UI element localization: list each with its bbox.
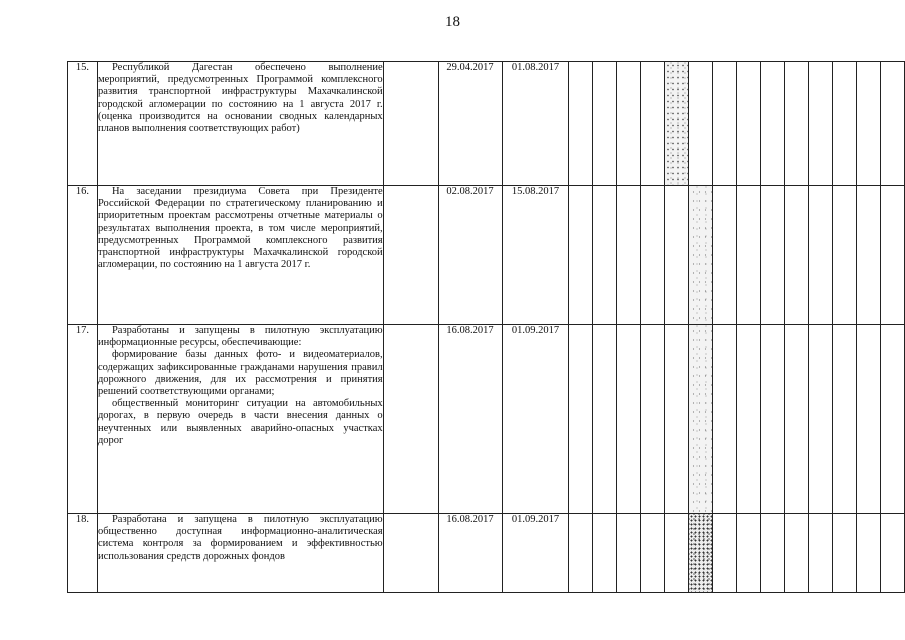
end-date: 15.08.2017 bbox=[502, 186, 569, 325]
timeline-cell bbox=[641, 186, 665, 325]
timeline-cell bbox=[880, 62, 904, 186]
timeline-cell bbox=[832, 325, 856, 514]
timeline-cell bbox=[737, 325, 761, 514]
responsible-cell bbox=[383, 186, 438, 325]
description-paragraph: Разработаны и запущены в пилотную эксплуатацию информационные ресурсы, обеспечивающие: bbox=[97, 325, 383, 349]
timeline-cell bbox=[809, 514, 833, 593]
timeline-cell bbox=[832, 62, 856, 186]
schedule-table bbox=[67, 61, 905, 593]
timeline-cell bbox=[617, 325, 641, 514]
event-description bbox=[97, 325, 383, 514]
event-description bbox=[97, 514, 383, 593]
timeline-cell-shaded bbox=[689, 186, 713, 325]
timeline-cell bbox=[856, 186, 880, 325]
timeline-cell bbox=[617, 186, 641, 325]
timeline-cell-shaded bbox=[665, 62, 689, 186]
table-row bbox=[68, 186, 905, 325]
end-date: 01.09.2017 bbox=[502, 325, 569, 514]
timeline-cell bbox=[569, 62, 593, 186]
timeline-cell bbox=[809, 325, 833, 514]
description-paragraph: Республикой Дагестан обеспечено выполнение мероприятий, предусмотренных Программой комплексного развития транспортной инфраструктуры Махачкалинской городской агломерации по состоянию на 1 августа 2017 г. (оценка производится на основании сводных календарных планов выполнения соответствующих работ) bbox=[97, 62, 383, 135]
responsible-cell bbox=[383, 62, 438, 186]
timeline-cell bbox=[785, 186, 809, 325]
row-number: 17. bbox=[68, 325, 98, 514]
table-row bbox=[68, 514, 905, 593]
timeline-cell bbox=[832, 514, 856, 593]
start-date: 16.08.2017 bbox=[438, 514, 502, 593]
timeline-cell bbox=[665, 325, 689, 514]
timeline-cell bbox=[689, 62, 713, 186]
description-paragraph: На заседании президиума Совета при Президенте Российской Федерации по стратегическому планированию и приоритетным проектам рассмотрены отчетные материалы о результатах выполнения проекта, в том числе мероприятий, предусмотренных Программой комплексного развития транспортной инфраструктуры Махачкалинской городской агломерации, по состоянию на 1 августа 2017 г. bbox=[97, 186, 383, 271]
start-date: 16.08.2017 bbox=[438, 325, 502, 514]
timeline-cell bbox=[569, 186, 593, 325]
timeline-cell bbox=[713, 514, 737, 593]
timeline-cell bbox=[737, 186, 761, 325]
timeline-cell bbox=[713, 325, 737, 514]
event-description bbox=[97, 62, 383, 186]
timeline-cell bbox=[593, 514, 617, 593]
table-row bbox=[68, 325, 905, 514]
event-description bbox=[97, 186, 383, 325]
timeline-cell bbox=[641, 514, 665, 593]
description-paragraph: формирование базы данных фото- и видеоматериалов, содержащих зафиксированные гражданами нарушения правил дорожного движения, для их рассмотрения и принятия решений соответствующими органами; bbox=[97, 349, 383, 398]
timeline-cell bbox=[641, 325, 665, 514]
timeline-cell bbox=[569, 514, 593, 593]
schedule-body bbox=[68, 62, 905, 593]
timeline-cell bbox=[880, 186, 904, 325]
timeline-cell bbox=[856, 514, 880, 593]
timeline-cell bbox=[809, 62, 833, 186]
row-number: 18. bbox=[68, 514, 98, 593]
timeline-cell bbox=[880, 514, 904, 593]
timeline-cell bbox=[761, 186, 785, 325]
table-row bbox=[68, 62, 905, 186]
timeline-cell bbox=[809, 186, 833, 325]
timeline-cell bbox=[785, 514, 809, 593]
timeline-cell bbox=[761, 62, 785, 186]
start-date: 02.08.2017 bbox=[438, 186, 502, 325]
timeline-cell bbox=[665, 186, 689, 325]
description-paragraph: общественный мониторинг ситуации на автомобильных дорогах, в первую очередь в части внесения данных о неучтенных или выявленных аварийно-опасных участках дорог bbox=[97, 398, 383, 446]
timeline-cell bbox=[617, 514, 641, 593]
timeline-cell bbox=[569, 325, 593, 514]
responsible-cell bbox=[383, 325, 438, 514]
timeline-cell-shaded bbox=[689, 514, 713, 593]
timeline-cell bbox=[737, 62, 761, 186]
row-number: 16. bbox=[68, 186, 98, 325]
timeline-cell bbox=[761, 325, 785, 514]
timeline-cell bbox=[641, 62, 665, 186]
end-date: 01.08.2017 bbox=[502, 62, 569, 186]
timeline-cell bbox=[665, 514, 689, 593]
timeline-cell bbox=[713, 186, 737, 325]
end-date: 01.09.2017 bbox=[502, 514, 569, 593]
timeline-cell bbox=[617, 62, 641, 186]
timeline-cell bbox=[785, 325, 809, 514]
start-date: 29.04.2017 bbox=[438, 62, 502, 186]
timeline-cell bbox=[593, 62, 617, 186]
responsible-cell bbox=[383, 514, 438, 593]
timeline-cell bbox=[713, 62, 737, 186]
timeline-cell bbox=[761, 514, 785, 593]
timeline-cell bbox=[593, 186, 617, 325]
timeline-cell bbox=[856, 325, 880, 514]
row-number: 15. bbox=[68, 62, 98, 186]
timeline-cell bbox=[832, 186, 856, 325]
timeline-cell bbox=[593, 325, 617, 514]
description-paragraph: Разработана и запущена в пилотную эксплуатацию общественно доступная информационно-аналитическая система контроля за формированием и эффективностью использования средств дорожных фондов bbox=[97, 514, 383, 562]
timeline-cell bbox=[785, 62, 809, 186]
timeline-cell bbox=[856, 62, 880, 186]
timeline-cell bbox=[880, 325, 904, 514]
timeline-cell-shaded bbox=[689, 325, 713, 514]
timeline-cell bbox=[737, 514, 761, 593]
page-number: 18 bbox=[445, 14, 460, 30]
